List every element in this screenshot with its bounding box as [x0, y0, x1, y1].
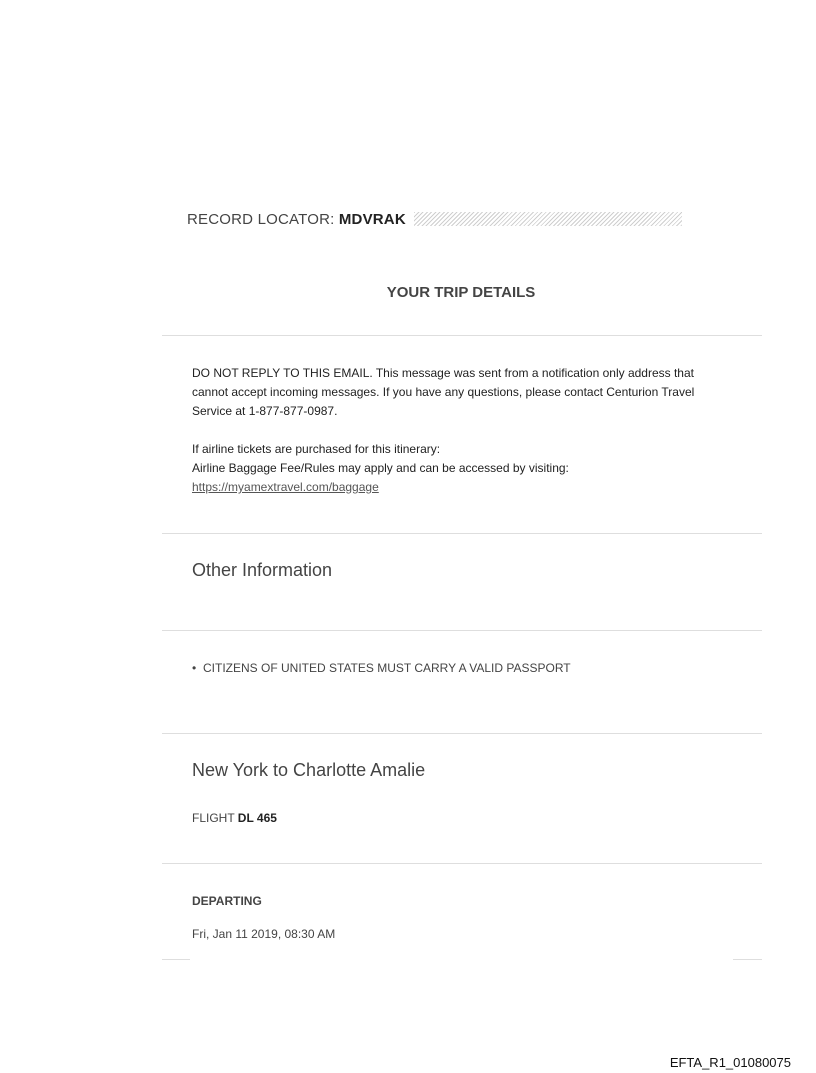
flight-info: [192, 811, 277, 825]
divider: [162, 863, 762, 864]
divider-stub-left: [162, 959, 190, 960]
list-item-text: CITIZENS OF UNITED STATES MUST CARRY A VALID PASSPORT: [203, 661, 571, 675]
list-item: [192, 661, 571, 675]
flight-number: DL 465: [237, 811, 277, 825]
record-locator-code: MDVRAK: [338, 211, 406, 228]
divider: [162, 335, 762, 336]
divider-stub-right: [733, 959, 762, 960]
segment-route: New York to Charlotte Amalie: [192, 760, 426, 780]
record-locator: [187, 211, 406, 228]
divider: [162, 533, 762, 534]
notice-line: If airline tickets are purchased for this itinerary:: [192, 442, 441, 456]
departing-label: DEPARTING: [192, 894, 262, 908]
notice-line: cannot accept incoming messages. If you have any questions, please contact Centurion Travel: [192, 385, 695, 399]
notice-line: Airline Baggage Fee/Rules may apply and can be accessed by visiting:: [192, 461, 569, 475]
bullet-icon: •: [192, 661, 197, 675]
baggage-link[interactable]: https://myamextravel.com/baggage: [192, 480, 379, 494]
notice-block: [192, 364, 732, 497]
document-id: EFTA_R1_01080075: [669, 1055, 791, 1070]
departing-time: Fri, Jan 11 2019, 08:30 AM: [192, 927, 336, 941]
trip-title: [160, 284, 762, 301]
divider: [162, 630, 762, 631]
redaction-bar: [414, 212, 682, 226]
divider: [162, 733, 762, 734]
notice-line: DO NOT REPLY TO THIS EMAIL. This message was sent from a notification only address that: [192, 366, 694, 380]
flight-label: FLIGHT: [192, 811, 235, 825]
notice-line: Service at 1-877-877-0987.: [192, 404, 338, 418]
record-locator-label: RECORD LOCATOR:: [187, 211, 335, 228]
other-information-heading: Other Information: [192, 560, 333, 580]
trip-title-text: YOUR TRIP DETAILS: [386, 284, 536, 301]
